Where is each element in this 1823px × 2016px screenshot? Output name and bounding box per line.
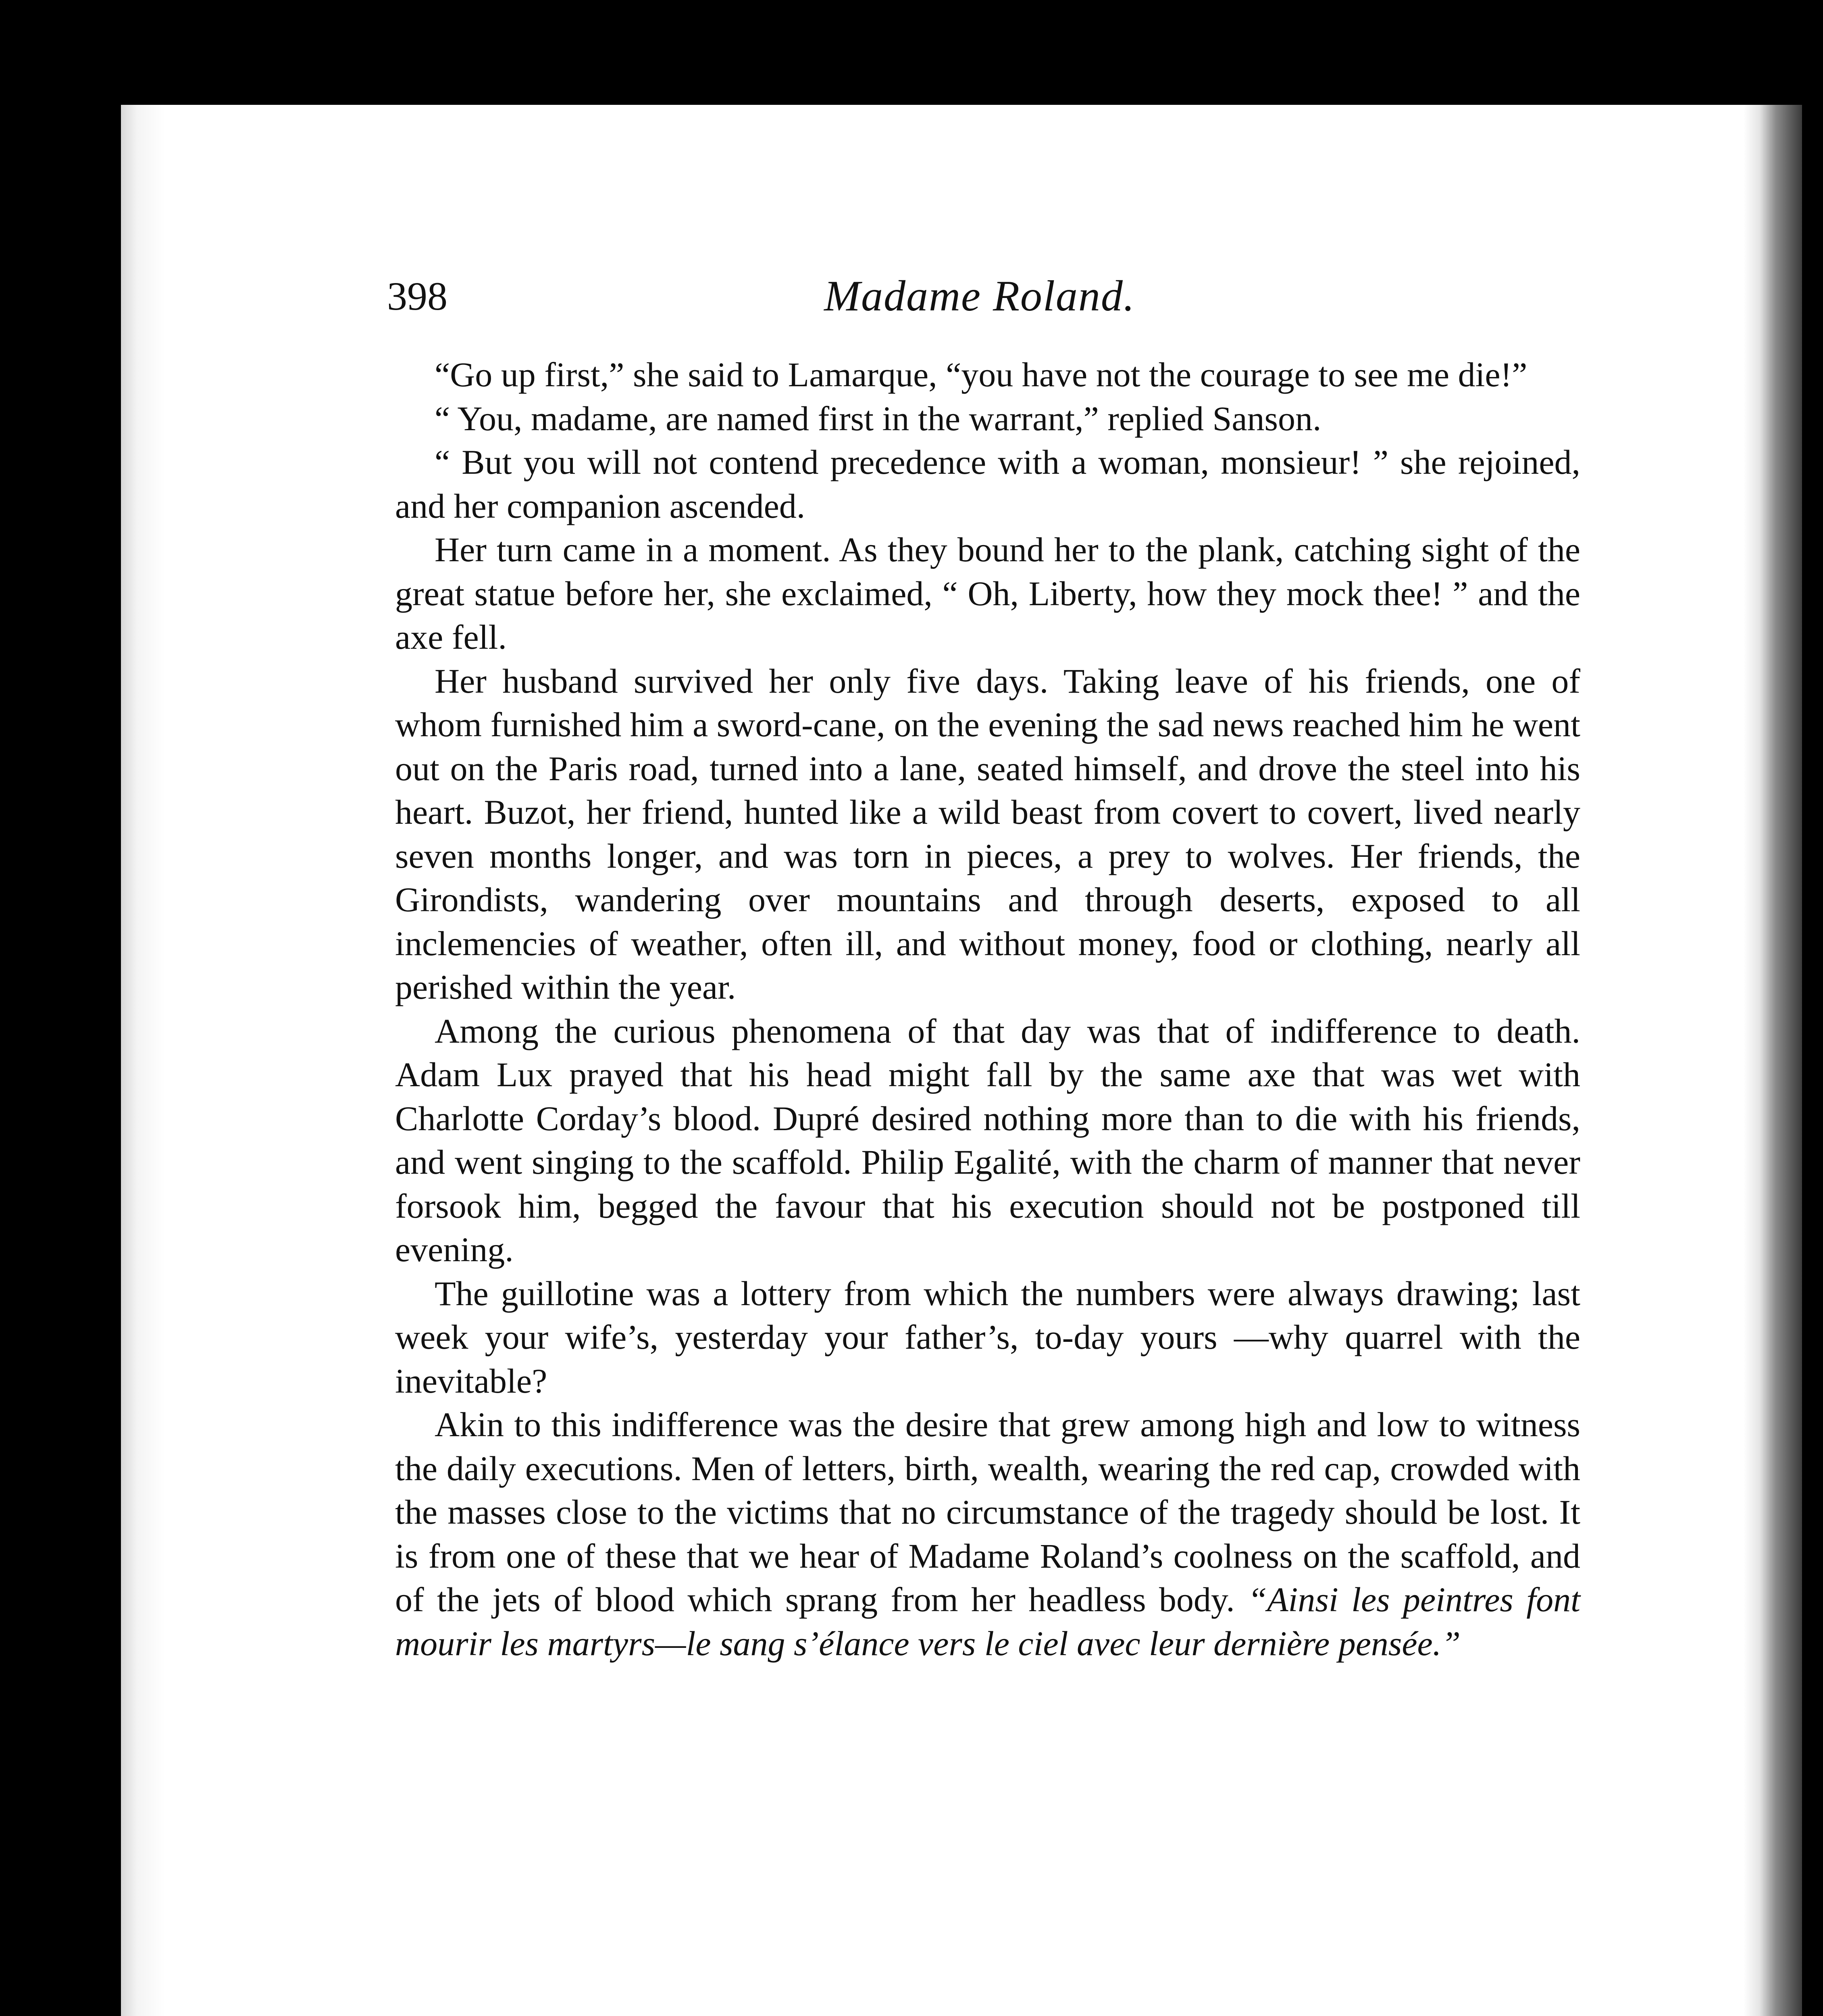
paragraph-final <box>395 1403 1580 1665</box>
running-title: Madame Roland. <box>824 272 1135 320</box>
paragraph: Her turn came in a moment. As they bound her to the plank, catching sight of the great statue before her, she exclaimed, “ Oh, Liberty, how they mock thee! ” and the axe fell. <box>395 530 1580 656</box>
page-gutter-shadow <box>121 105 165 2016</box>
body-text <box>395 353 1580 1665</box>
paragraph: The guillotine was a lottery from which the numbers were always drawing; last week your wife’s, yesterday your father’s, to-day yours —why quarrel with the inevitable? <box>395 1274 1580 1400</box>
paragraph: Her husband survived her only five days. Taking leave of his friends, one of whom furnished him a sword-cane, on the evening the sad news reached him he went out on the Paris road, turned into a lane, seated himself, and drove the steel into his heart. Buzot, her friend, hunted like a wild beast from covert to covert, lived nearly seven months longer, and was torn in pieces, a prey to wolves. Her friends, the Girondists, wandering over mountains and through deserts, exposed to all inclemencies of weather, often ill, and without money, food or clothing, nearly all perished within the year. <box>395 661 1580 1006</box>
page-number: 398 <box>387 274 447 319</box>
paragraph: “Go up first,” she said to Lamarque, “you have not the courage to see me die!” <box>435 355 1527 394</box>
french-quote: “Ainsi les peintres font mourir les martyrs—le sang s’élance vers le ciel avec leur dernière pensée.” <box>395 1580 1580 1663</box>
paragraph-final-text: Akin to this indifference was the desire that grew among high and low to witness the daily executions. Men of letters, birth, wealth, wearing the red cap, crowded with the masses close to the victims that no circumstance of the tragedy should be lost. It is from one of these that we hear of Madame Roland’s coolness on the scaffold, and of the jets of blood which sprang from her headless body. <box>395 1405 1580 1619</box>
paragraph: Among the curious phenomena of that day was that of indifference to death. Adam Lux prayed that his head might fall by the same axe that was wet with Charlotte Corday’s blood. Dupré desired nothing more than to die with his friends, and went singing to the scaffold. Philip Egalité, with the charm of manner that never forsook him, begged the favour that his execution should not be postponed till evening. <box>395 1011 1580 1269</box>
paragraph: “ You, madame, are named first in the warrant,” replied Sanson. <box>435 399 1321 438</box>
paragraph: “ But you will not contend precedence with a woman, monsieur! ” she rejoined, and her companion ascended. <box>395 443 1580 525</box>
page-header <box>387 266 1572 327</box>
page-edge-shadow <box>1744 105 1802 2016</box>
